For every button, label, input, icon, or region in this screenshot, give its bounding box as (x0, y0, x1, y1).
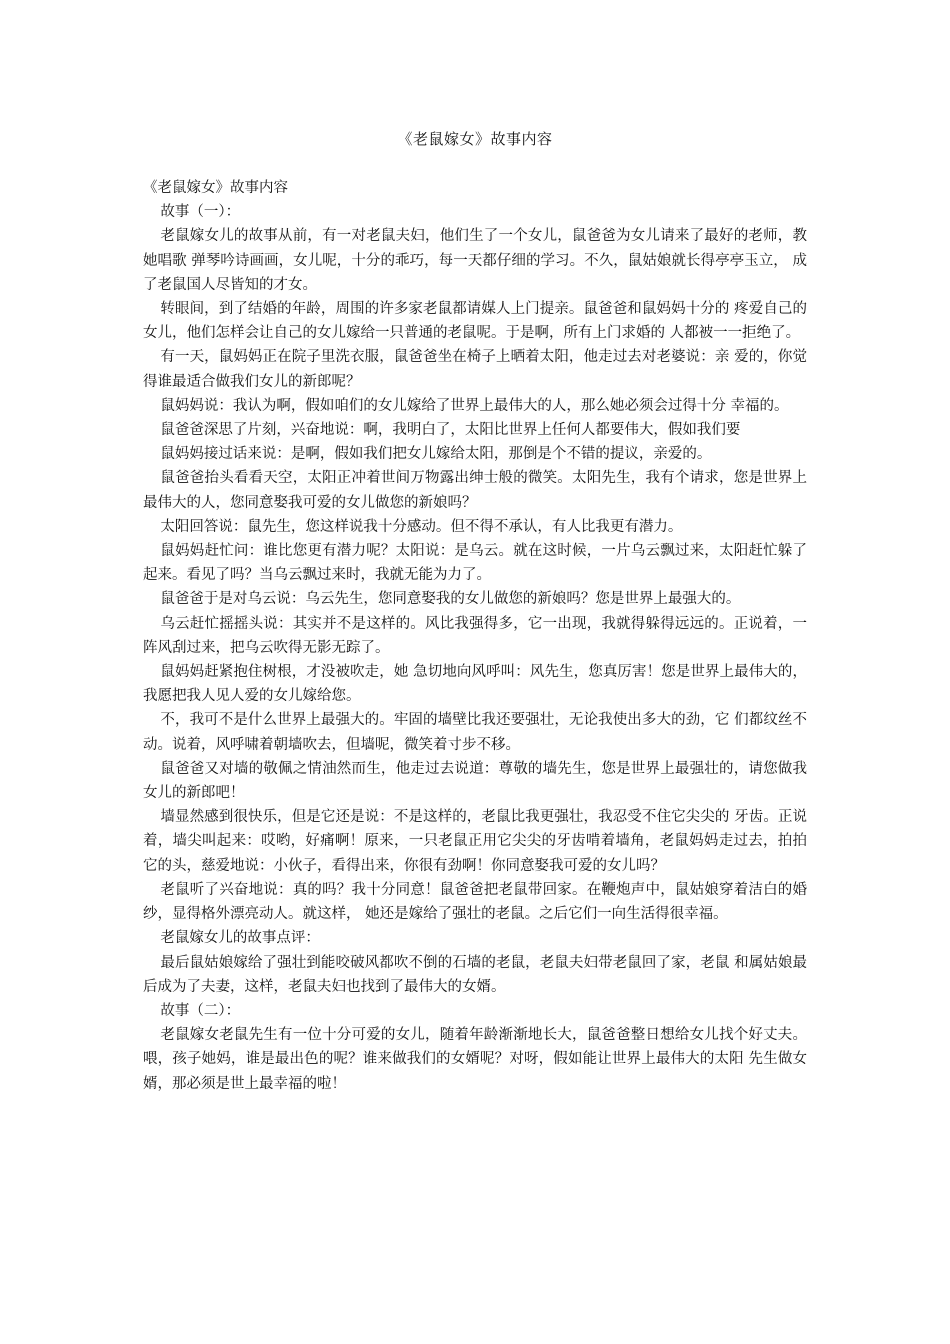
paragraph: 不，我可不是什么世界上最强大的。牢固的墙壁比我还要强壮，无论我使出多大的劲，它 们都纹丝不动。说着，风呼啸着朝墙吹去，但墙呢，微笑着寸步不移。 (143, 712, 807, 753)
page-title: 《老鼠嫁女》故事内容 (397, 130, 553, 148)
paragraph: 鼠爸爸抬头看看天空，太阳正冲着世间万物露出绅士般的微笑。太阳先生，我有个请求，您是世界上最伟大的人，您同意娶我可爱的女儿做您的新娘吗？ (143, 470, 807, 511)
paragraph: 转眼间，到了结婚的年龄，周围的许多家老鼠都请媒人上门提亲。鼠爸爸和鼠妈妈十分的 疼爱自己的女儿，他们怎样会让自己的女儿嫁给一只普通的老鼠呢。于是啊，所有上门求婚的 人都被一一拒绝了。 (143, 301, 807, 342)
paragraph: 鼠妈妈赶紧抱住树根，才没被吹走，她 急切地向风呼叫：风先生，您真厉害！您是世界上最伟大的，我愿把我人见人爱的女儿嫁给您。 (143, 664, 807, 705)
paragraph: 乌云赶忙摇摇头说：其实并不是这样的。风比我强得多，它一出现，我就得躲得远远的。正说着，一阵风刮过来，把乌云吹得无影无踪了。 (143, 615, 807, 656)
paragraph: 鼠爸爸深思了片刻，兴奋地说：啊，我明白了，太阳比世界上任何人都要伟大，假如我们要 (160, 422, 741, 439)
paragraph: 鼠妈妈赶忙问：谁比您更有潜力呢？太阳说：是乌云。就在这时候，一片乌云飘过来，太阳赶忙躲了起来。看见了吗？当乌云飘过来时，我就无能为力了。 (143, 543, 807, 584)
section-heading-story-two: 故事（二）： (160, 1002, 241, 1019)
paragraph: 老鼠嫁女儿的故事从前，有一对老鼠夫妇，他们生了一个女儿，鼠爸爸为女儿请来了最好的老师，教她唱歌 弹琴吟诗画画，女儿呢，十分的乖巧，每一天都仔细的学习。不久，鼠姑娘就长得亭亭玉立， 成了老鼠国人尽皆知的才女。 (143, 228, 807, 293)
paragraph: 墙显然感到很快乐，但是它还是说：不是这样的，老鼠比我更强壮，我忍受不住它尖尖的 牙齿。正说着，墙尖叫起来：哎哟，好痛啊！原来，一只老鼠正用它尖尖的牙齿啃着墙角，老鼠妈妈走过去，拍拍它的头，慈爱地说：小伙子，看得出来，你很有劲啊！你同意娶我可爱的女儿吗？ (143, 809, 807, 874)
section-heading-story-one: 故事（一）： (160, 204, 241, 221)
section-heading-commentary: 老鼠嫁女儿的故事点评： (160, 930, 320, 947)
subtitle-line: 《老鼠嫁女》故事内容 (143, 180, 288, 196)
paragraph: 鼠妈妈说：我认为啊，假如咱们的女儿嫁给了世界上最伟大的人，那么她必须会过得十分 幸福的。 (160, 397, 789, 414)
paragraph: 老鼠听了兴奋地说：真的吗？我十分同意！鼠爸爸把老鼠带回家。在鞭炮声中，鼠姑娘穿着洁白的婚纱，显得格外漂亮动人。就这样， 她还是嫁给了强壮的老鼠。之后它们一向生活得很幸福。 (143, 881, 807, 923)
paragraph: 鼠妈妈接过话来说：是啊，假如我们把女儿嫁给太阳，那倒是个不错的提议，亲爱的。 (160, 446, 712, 463)
paragraph: 太阳回答说：鼠先生，您这样说我十分感动。但不得不承认，有人比我更有潜力。 (160, 518, 683, 535)
paragraph: 鼠爸爸于是对乌云说：乌云先生，您同意娶我的女儿做您的新娘吗？您是世界上最强大的。 (160, 591, 741, 608)
paragraph: 有一天，鼠妈妈正在院子里洗衣服，鼠爸爸坐在椅子上晒着太阳，他走过去对老婆说：亲 爱的，你觉得谁最适合做我们女儿的新郎呢？ (143, 349, 807, 390)
paragraph: 最后鼠姑娘嫁给了强壮到能咬破风都吹不倒的石墙的老鼠，老鼠夫妇带老鼠回了家，老鼠 和属姑娘最后成为了夫妻，这样，老鼠夫妇也找到了最伟大的女婿。 (143, 954, 807, 995)
paragraph: 鼠爸爸又对墙的敬佩之情油然而生，他走过去说道：尊敬的墙先生，您是世界上最强壮的，请您做我女儿的新郎吧！ (143, 760, 807, 802)
paragraph: 老鼠嫁女老鼠先生有一位十分可爱的女儿，随着年龄渐渐地长大，鼠爸爸整日想给女儿找个好丈夫。 喂，孩子她妈，谁是最出色的呢？谁来做我们的女婿呢？对呀，假如能让世界上最伟大的太阳 先生做女婿，那必须是世上最幸福的啦！ (143, 1027, 807, 1092)
story-body (143, 176, 807, 1096)
